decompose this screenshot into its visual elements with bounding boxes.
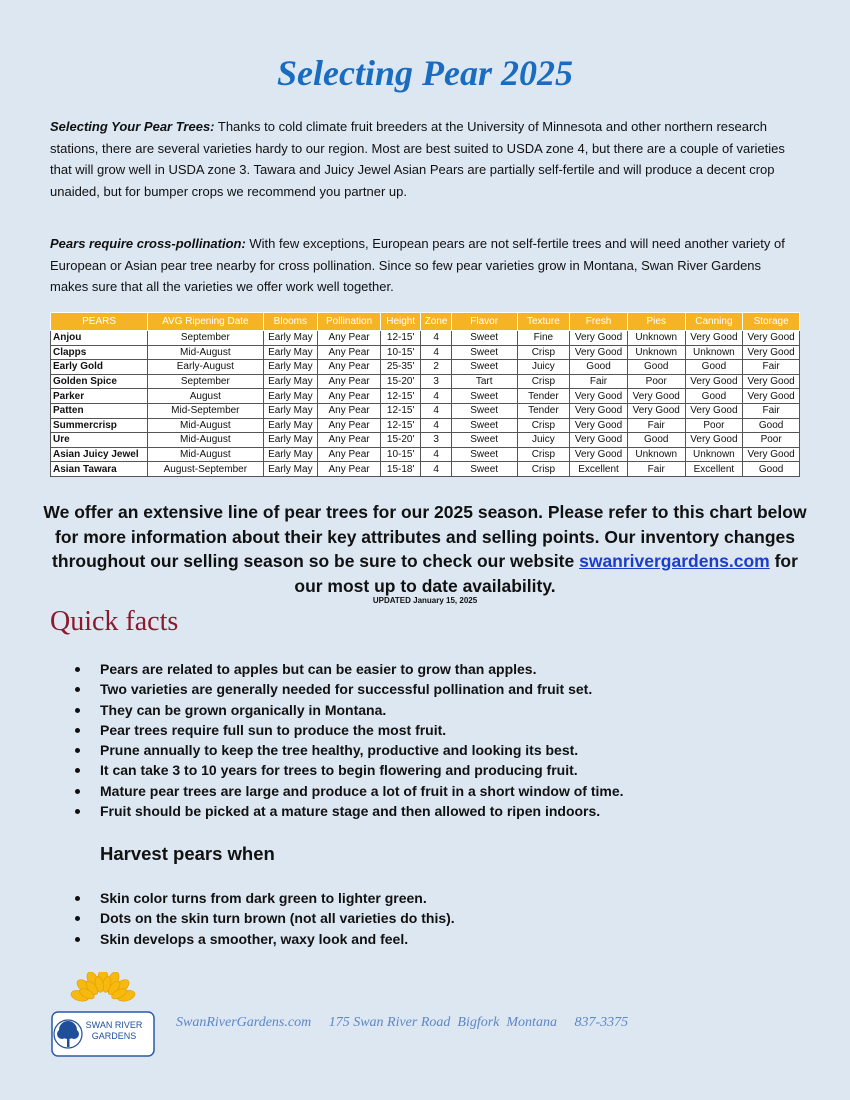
list-item-text: They can be grown organically in Montana. [100,701,387,718]
table-cell: Very Good [570,418,628,433]
offer-text-before: We offer an extensive line of pear trees for our 2025 season. Please refer to this chart below for more information about their key attributes and selling points. Our inventory changes throughout our selling season so be sure to check our website [43,502,807,571]
intro-text: Thanks to cold climate fruit breeders at the University of Minnesota and other northern research stations, there are several varieties hardy to our region. Most are best suited to USDA zone 4, but there are a couple of varieties that will grow well in USDA zone 3. Tawara and Juicy Jewel Asian Pears are partially self-fertile and will produce a decent crop unaided, but for bumper crops we recommend you partner up. [50,119,785,199]
table-cell: Good [685,389,743,404]
table-cell: 15-20' [380,374,420,389]
table-cell: Mid-August [148,433,263,448]
table-cell: Good [743,418,800,433]
table-cell: Early May [263,447,318,462]
bullet-icon [75,687,80,692]
table-cell: Unknown [685,345,743,360]
table-cell: Very Good [743,345,800,360]
table-cell: Any Pear [318,374,381,389]
table-cell: September [148,331,263,346]
column-header: Pollination [318,313,381,331]
footer-address: 175 Swan River Road Bigfork Montana [328,1015,557,1030]
table-cell: 12-15' [380,403,420,418]
table-row [51,418,800,433]
table-cell: Fair [743,403,800,418]
list-item [50,929,810,949]
list-item [50,781,810,801]
table-cell: Tender [517,403,570,418]
list-item [50,908,810,928]
table-cell: Unknown [685,447,743,462]
table-cell: Fair [627,462,685,477]
table-cell: Any Pear [318,389,381,404]
table-cell: Early May [263,403,318,418]
table-cell: Early May [263,418,318,433]
table-cell: Any Pear [318,418,381,433]
table-cell: Very Good [685,374,743,389]
table-cell: Fine [517,331,570,346]
table-row [51,389,800,404]
variety-name-cell: Patten [51,403,148,418]
list-item-text: Pear trees require full sun to produce the most fruit. [100,721,447,738]
bullet-icon [75,708,80,713]
column-header: Texture [517,313,570,331]
table-cell: 10-15' [380,345,420,360]
quick-facts-heading: Quick facts [50,606,179,637]
footer-website: SwanRiverGardens.com [176,1015,312,1030]
table-cell: Sweet [451,418,517,433]
table-cell: 15-18' [380,462,420,477]
column-header: Zone [421,313,451,331]
table-cell: 4 [421,345,451,360]
table-cell: Excellent [685,462,743,477]
table-cell: Any Pear [318,331,381,346]
footer-contact [176,1015,628,1031]
bullet-icon [75,809,80,814]
list-item [50,801,810,821]
table-cell: August [148,389,263,404]
table-cell: Early May [263,374,318,389]
table-cell: September [148,374,263,389]
table-cell: 10-15' [380,447,420,462]
list-item-text: Two varieties are generally needed for successful pollination and fruit set. [100,681,593,698]
list-item-text: Prune annually to keep the tree healthy, productive and looking its best. [100,742,579,759]
table-cell: Sweet [451,345,517,360]
table-cell: Mid-August [148,418,263,433]
column-header: PEARS [51,313,148,331]
pollination-paragraph [50,233,802,298]
table-cell: Mid-August [148,447,263,462]
website-link[interactable]: swanrivergardens.com [579,551,770,571]
table-cell: 3 [421,374,451,389]
variety-name-cell: Ure [51,433,148,448]
list-item-text: Dots on the skin turn brown (not all varieties do this). [100,910,455,927]
table-cell: Very Good [570,433,628,448]
list-item [50,888,810,908]
table-row [51,403,800,418]
quick-facts-list [50,659,810,821]
column-header: Pies [627,313,685,331]
bullet-icon [75,748,80,753]
list-item-text: Skin develops a smoother, waxy look and feel. [100,930,409,947]
variety-name-cell: Anjou [51,331,148,346]
table-cell: Unknown [627,331,685,346]
table-cell: Good [570,360,628,375]
sunflower-icon [70,972,136,1003]
table-cell: Early May [263,360,318,375]
table-cell: Good [627,433,685,448]
table-cell: Crisp [517,462,570,477]
harvest-list [50,888,810,949]
column-header: Blooms [263,313,318,331]
table-cell: Excellent [570,462,628,477]
table-cell: Any Pear [318,462,381,477]
bullet-icon [75,728,80,733]
table-cell: Unknown [627,447,685,462]
variety-name-cell: Early Gold [51,360,148,375]
list-item [50,740,810,760]
column-header: AVG Ripening Date [148,313,263,331]
table-cell: Very Good [685,331,743,346]
table-cell: Sweet [451,447,517,462]
bullet-icon [75,916,80,921]
logo-line1: SWAN RIVER [85,1020,143,1030]
table-row [51,374,800,389]
list-item [50,760,810,780]
table-cell: 12-15' [380,331,420,346]
variety-name-cell: Summercrisp [51,418,148,433]
table-cell: Very Good [743,389,800,404]
offer-paragraph [40,500,810,598]
table-cell: Any Pear [318,345,381,360]
table-cell: 4 [421,331,451,346]
table-cell: Very Good [570,331,628,346]
column-header: Canning [685,313,743,331]
bullet-icon [75,789,80,794]
table-cell: Very Good [570,447,628,462]
table-cell: Any Pear [318,403,381,418]
variety-name-cell: Asian Tawara [51,462,148,477]
intro-lead: Selecting Your Pear Trees: [50,119,215,134]
pear-varieties-table [50,312,800,477]
footer-phone: 837-3375 [574,1015,629,1030]
table-cell: Sweet [451,403,517,418]
table-header-row [51,313,800,331]
table-cell: Sweet [451,433,517,448]
intro-paragraph [50,116,802,202]
table-cell: Tart [451,374,517,389]
updated-date: UPDATED January 15, 2025 [372,596,478,605]
table-cell: Very Good [570,403,628,418]
harvest-heading: Harvest pears when [100,843,275,864]
table-cell: Very Good [743,447,800,462]
table-row [51,331,800,346]
table-cell: 4 [421,403,451,418]
variety-name-cell: Clapps [51,345,148,360]
table-cell: Good [627,360,685,375]
pollination-text: With few exceptions, European pears are not self-fertile trees and will need another variety of European or Asian pear tree nearby for cross pollination. Since so few pear varieties grow in Montana, Swan River Gardens makes sure that all the varieties we offer work well together. [50,236,785,294]
variety-name-cell: Parker [51,389,148,404]
table-cell: 3 [421,433,451,448]
variety-name-cell: Golden Spice [51,374,148,389]
table-cell: Unknown [627,345,685,360]
list-item-text: Fruit should be picked at a mature stage and then allowed to ripen indoors. [100,803,601,820]
table-cell: Poor [685,418,743,433]
table-cell: Early May [263,389,318,404]
table-cell: Early May [263,433,318,448]
table-cell: Mid-September [148,403,263,418]
list-item-text: Skin color turns from dark green to lighter green. [100,890,427,906]
list-item [50,679,810,699]
variety-name-cell: Asian Juicy Jewel [51,447,148,462]
table-cell: Crisp [517,447,570,462]
table-cell: Very Good [685,433,743,448]
table-cell: Any Pear [318,433,381,448]
column-header: Height [380,313,420,331]
table-cell: Any Pear [318,360,381,375]
offer-text-after: for our most up to date availability. [294,551,798,596]
table-cell: Early May [263,462,318,477]
table-cell: 4 [421,462,451,477]
table-cell: Crisp [517,418,570,433]
table-cell: 12-15' [380,389,420,404]
table-cell: Very Good [570,345,628,360]
bullet-icon [75,896,80,901]
table-cell: Very Good [685,403,743,418]
table-row [51,360,800,375]
table-cell: Crisp [517,345,570,360]
table-row [51,433,800,448]
table-cell: Very Good [627,403,685,418]
logo-line2: GARDENS [91,1031,137,1041]
table-cell: Fair [570,374,628,389]
table-cell: 15-20' [380,433,420,448]
table-cell: Poor [627,374,685,389]
table-cell: Early May [263,345,318,360]
table-cell: 2 [421,360,451,375]
table-cell: Poor [743,433,800,448]
list-item [50,700,810,720]
page-title: Selecting Pear 2025 [277,53,573,93]
table-cell: Any Pear [318,447,381,462]
table-cell: Sweet [451,389,517,404]
table-cell: Sweet [451,462,517,477]
table-cell: Crisp [517,374,570,389]
table-cell: Good [685,360,743,375]
table-cell: Juicy [517,433,570,448]
column-header: Flavor [451,313,517,331]
table-cell: Tender [517,389,570,404]
column-header: Storage [743,313,800,331]
table-cell: Fair [627,418,685,433]
list-item [50,659,810,679]
table-cell: August-September [148,462,263,477]
table-row [51,447,800,462]
table-cell: Fair [743,360,800,375]
table-cell: Very Good [570,389,628,404]
table-cell: 4 [421,447,451,462]
list-item-text: Mature pear trees are large and produce a lot of fruit in a short window of time. [100,782,624,799]
pollination-lead: Pears require cross-pollination: [50,236,246,251]
list-item-text: It can take 3 to 10 years for trees to begin flowering and producing fruit. [100,762,578,779]
table-cell: 4 [421,389,451,404]
table-body [51,331,800,477]
bullet-icon [75,768,80,773]
table-cell: Very Good [743,331,800,346]
table-cell: Sweet [451,360,517,375]
table-cell: Very Good [743,374,800,389]
column-header: Fresh [570,313,628,331]
bullet-icon [75,667,80,672]
table-cell: 4 [421,418,451,433]
table-cell: Mid-August [148,345,263,360]
table-cell: Very Good [627,389,685,404]
bullet-icon [75,937,80,942]
table-row [51,345,800,360]
table-cell: Early May [263,331,318,346]
list-item [50,720,810,740]
table-cell: Early-August [148,360,263,375]
table-cell: Sweet [451,331,517,346]
table-cell: 12-15' [380,418,420,433]
table-cell: 25-35' [380,360,420,375]
table-cell: Juicy [517,360,570,375]
swan-river-gardens-logo [50,972,156,1058]
table-row [51,462,800,477]
table-cell: Good [743,462,800,477]
list-item-text: Pears are related to apples but can be easier to grow than apples. [100,661,537,677]
